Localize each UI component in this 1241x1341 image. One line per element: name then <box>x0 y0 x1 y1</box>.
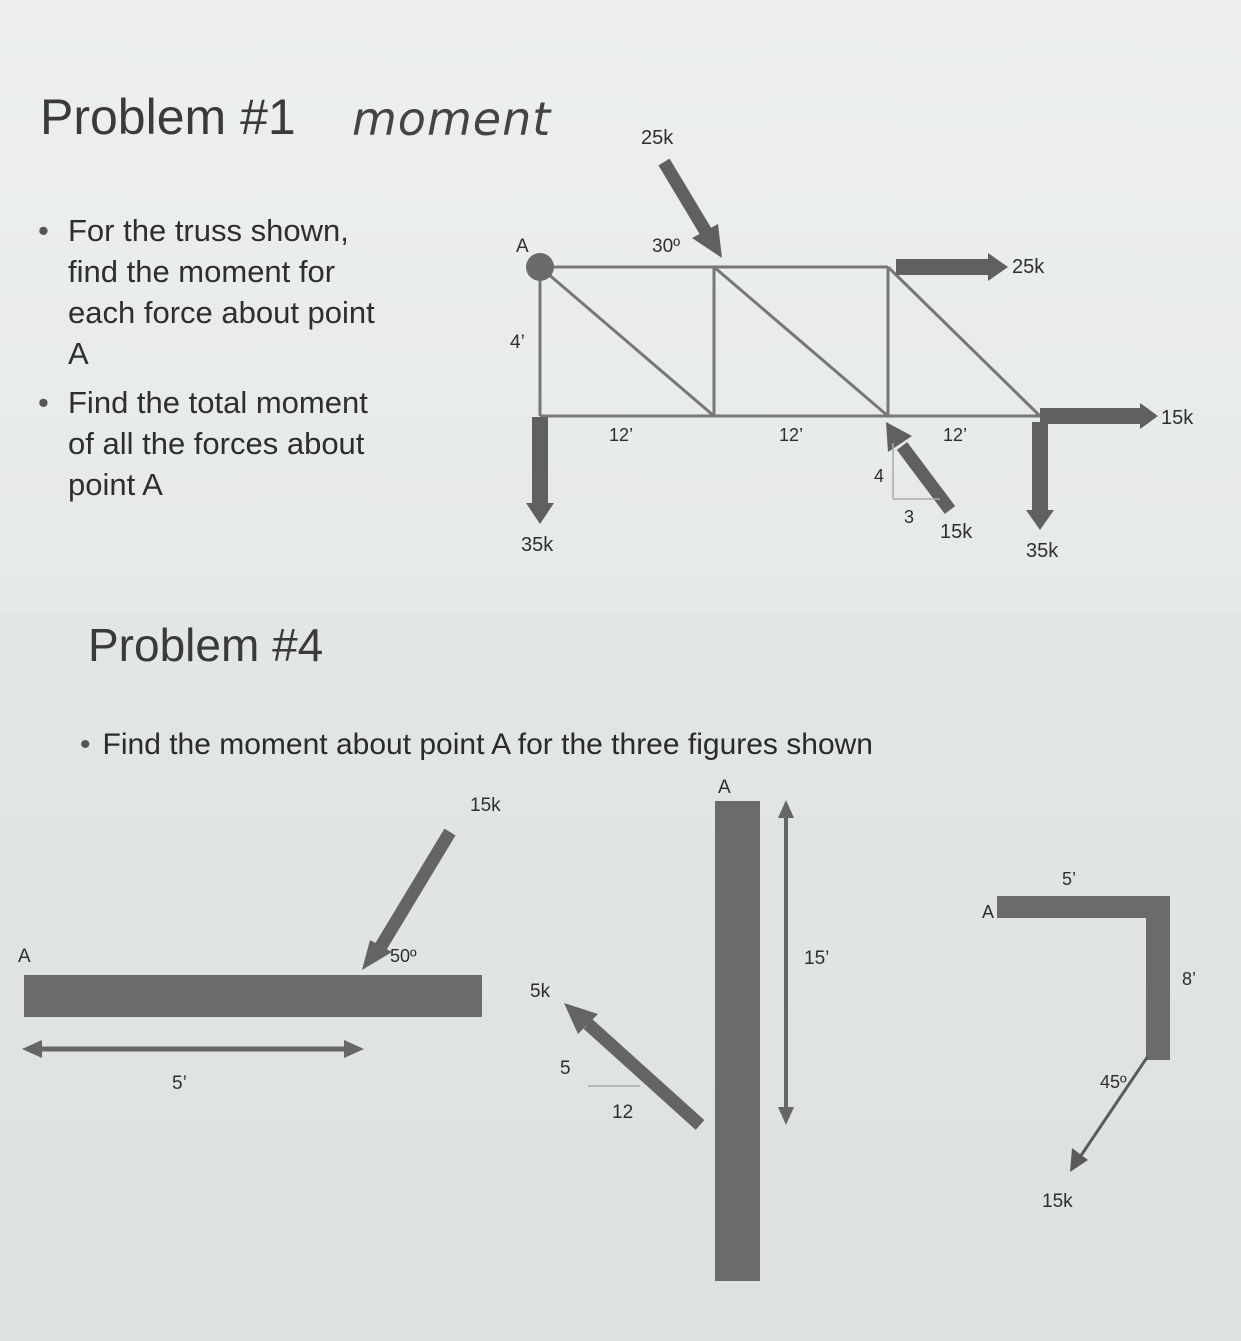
bullet-item: • For the truss shown, find the moment for each force about point A <box>38 210 398 374</box>
fig1-force-label: 15k <box>470 795 501 816</box>
fig3-point-label: A <box>982 902 995 922</box>
fig2-column <box>715 801 760 1281</box>
problem4-title: Problem #4 <box>88 619 324 671</box>
force-arrow-15k-slope <box>886 422 950 510</box>
problem1-title: Problem #1 <box>40 89 296 145</box>
fig2-column-figure <box>564 800 794 1281</box>
fig1-beam-figure <box>22 832 482 1058</box>
force-arrow-15k-right <box>1040 403 1158 429</box>
fig2-slope-rise-label: 5 <box>560 1058 571 1079</box>
fig3-top-arm <box>997 896 1159 918</box>
span-label: 12’ <box>943 425 968 445</box>
angle-label-30: 30º <box>652 236 681 257</box>
bullet-item: • Find the total moment of all the forces about point A <box>38 382 398 505</box>
fig2-length-label: 15’ <box>804 948 830 969</box>
force-label-25k-horizontal: 25k <box>1012 256 1045 278</box>
fig3-bracket-figure <box>997 896 1170 1172</box>
fig1-dimension-arrow-left <box>22 1040 42 1058</box>
slope-run-label: 3 <box>904 507 915 527</box>
force-label-35k-left: 35k <box>521 534 554 556</box>
slope-rise-label: 4 <box>874 466 885 486</box>
fig2-dimension-arrow-bottom <box>778 1107 794 1125</box>
fig2-point-label: A <box>718 777 731 798</box>
fig1-dimension-arrow-right <box>344 1040 364 1058</box>
force-label-35k-right: 35k <box>1026 540 1059 562</box>
force-arrow-25k-horizontal <box>896 253 1008 281</box>
truss-diagonal <box>888 267 1040 416</box>
force-label-15k-slope: 15k <box>940 521 973 543</box>
span-label: 12’ <box>609 425 634 445</box>
force-arrow-35k-left <box>526 417 554 524</box>
fig2-dimension-arrow-top <box>778 800 794 818</box>
problem4-instruction: Find the moment about point A for the three figures shown <box>102 728 873 761</box>
fig3-side-arm <box>1146 896 1170 1060</box>
force-arrow-35k-right <box>1026 422 1054 530</box>
fig3-side-length-label: 8’ <box>1182 969 1197 989</box>
force-label-15k-right: 15k <box>1161 407 1194 429</box>
truss-diagram <box>540 267 1040 416</box>
fig2-force-label: 5k <box>530 981 551 1002</box>
truss-point-label: A <box>516 236 529 257</box>
point-a-pin <box>526 253 554 281</box>
fig3-top-length-label: 5’ <box>1062 869 1077 889</box>
force-label-25k-incline: 25k <box>641 127 674 149</box>
fig1-force-arrow <box>380 832 450 948</box>
fig3-force-label: 15k <box>1042 1191 1073 1212</box>
handwritten-note: moment <box>352 92 552 146</box>
fig2-slope-run-label: 12 <box>612 1102 634 1123</box>
fig1-distance-label: 5’ <box>172 1073 187 1094</box>
bullet-dot: • <box>80 728 91 761</box>
fig3-angle-label: 45º <box>1100 1072 1127 1092</box>
truss-diagonal <box>540 267 714 416</box>
fig1-beam <box>24 975 482 1017</box>
truss-diagonal <box>714 267 888 416</box>
fig2-force-arrow <box>588 1024 700 1125</box>
span-label: 12’ <box>779 425 804 445</box>
fig1-point-label: A <box>18 946 31 967</box>
fig1-angle-label: 50º <box>390 946 417 966</box>
truss-height-label: 4’ <box>510 332 525 353</box>
